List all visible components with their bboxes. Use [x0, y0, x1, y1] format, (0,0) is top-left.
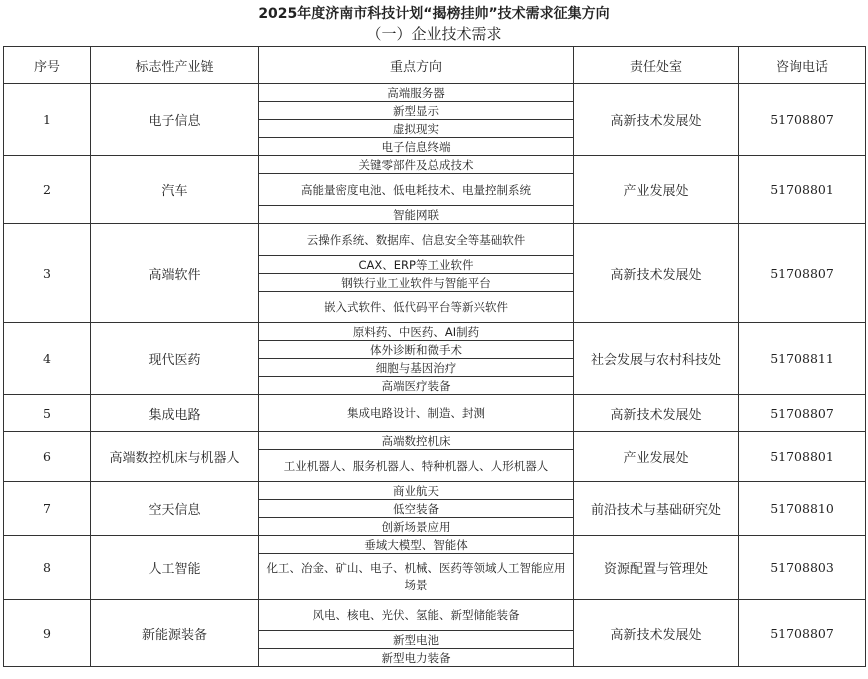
direction-item: 钢铁行业工业软件与智能平台 [259, 274, 574, 292]
row-phone: 51708807 [739, 395, 866, 432]
table-header-row [4, 47, 866, 84]
row-office: 前沿技术与基础研究处 [574, 482, 739, 536]
direction-item: 高端医疗装备 [259, 377, 574, 395]
direction-item: 低空装备 [259, 500, 574, 518]
table-row [4, 156, 866, 174]
table-row [4, 84, 866, 102]
row-chain: 高端数控机床与机器人 [91, 432, 259, 482]
direction-item: 创新场景应用 [259, 518, 574, 536]
tech-demand-table [3, 46, 866, 667]
row-index: 2 [4, 156, 91, 224]
direction-item: 新型显示 [259, 102, 574, 120]
direction-item: 细胞与基因治疗 [259, 359, 574, 377]
direction-item: 原料药、中医药、AI制药 [259, 323, 574, 341]
row-office: 产业发展处 [574, 432, 739, 482]
direction-item: 风电、核电、光伏、氢能、新型储能装备 [259, 600, 574, 631]
row-chain: 电子信息 [91, 84, 259, 156]
header-office: 责任处室 [574, 47, 739, 84]
table-row [4, 224, 866, 256]
row-office: 资源配置与管理处 [574, 536, 739, 600]
row-chain: 人工智能 [91, 536, 259, 600]
row-office: 社会发展与农村科技处 [574, 323, 739, 395]
row-office: 高新技术发展处 [574, 84, 739, 156]
row-chain: 空天信息 [91, 482, 259, 536]
row-phone: 51708801 [739, 156, 866, 224]
direction-item: CAX、ERP等工业软件 [259, 256, 574, 274]
direction-item: 体外诊断和微手术 [259, 341, 574, 359]
table-row [4, 482, 866, 500]
header-chain: 标志性产业链 [91, 47, 259, 84]
row-phone: 51708810 [739, 482, 866, 536]
direction-item: 集成电路设计、制造、封测 [259, 395, 574, 432]
header-direction: 重点方向 [259, 47, 574, 84]
direction-item: 化工、冶金、矿山、电子、机械、医药等领域人工智能应用场景 [259, 554, 574, 600]
header-phone: 咨询电话 [739, 47, 866, 84]
direction-item: 电子信息终端 [259, 138, 574, 156]
row-office: 高新技术发展处 [574, 600, 739, 667]
direction-item: 智能网联 [259, 206, 574, 224]
row-phone: 51708807 [739, 600, 866, 667]
row-chain: 高端软件 [91, 224, 259, 323]
direction-item: 工业机器人、服务机器人、特种机器人、人形机器人 [259, 450, 574, 482]
row-office: 产业发展处 [574, 156, 739, 224]
row-index: 3 [4, 224, 91, 323]
row-index: 9 [4, 600, 91, 667]
row-index: 8 [4, 536, 91, 600]
table-row [4, 323, 866, 341]
direction-item: 嵌入式软件、低代码平台等新兴软件 [259, 292, 574, 323]
row-index: 7 [4, 482, 91, 536]
direction-item: 新型电力装备 [259, 649, 574, 667]
row-index: 5 [4, 395, 91, 432]
table-row [4, 432, 866, 450]
row-phone: 51708803 [739, 536, 866, 600]
row-index: 4 [4, 323, 91, 395]
row-index: 6 [4, 432, 91, 482]
table-row [4, 600, 866, 631]
direction-item: 新型电池 [259, 631, 574, 649]
row-phone: 51708807 [739, 84, 866, 156]
table-row [4, 536, 866, 554]
direction-item: 关键零部件及总成技术 [259, 156, 574, 174]
header-index: 序号 [4, 47, 91, 84]
row-chain: 新能源装备 [91, 600, 259, 667]
direction-item: 云操作系统、数据库、信息安全等基础软件 [259, 224, 574, 256]
direction-item: 高能量密度电池、低电耗技术、电量控制系统 [259, 174, 574, 206]
row-phone: 51708807 [739, 224, 866, 323]
row-index: 1 [4, 84, 91, 156]
row-chain: 集成电路 [91, 395, 259, 432]
direction-item: 高端数控机床 [259, 432, 574, 450]
direction-item: 商业航天 [259, 482, 574, 500]
document-title: 2025年度济南市科技计划“揭榜挂帅”技术需求征集方向 [258, 6, 610, 22]
row-office: 高新技术发展处 [574, 395, 739, 432]
row-chain: 汽车 [91, 156, 259, 224]
row-phone: 51708811 [739, 323, 866, 395]
direction-item: 垂域大模型、智能体 [259, 536, 574, 554]
row-phone: 51708801 [739, 432, 866, 482]
row-chain: 现代医药 [91, 323, 259, 395]
row-office: 高新技术发展处 [574, 224, 739, 323]
direction-item: 高端服务器 [259, 84, 574, 102]
section-subtitle: （一）企业技术需求 [366, 25, 502, 43]
table-row [4, 395, 866, 432]
direction-item: 虚拟现实 [259, 120, 574, 138]
